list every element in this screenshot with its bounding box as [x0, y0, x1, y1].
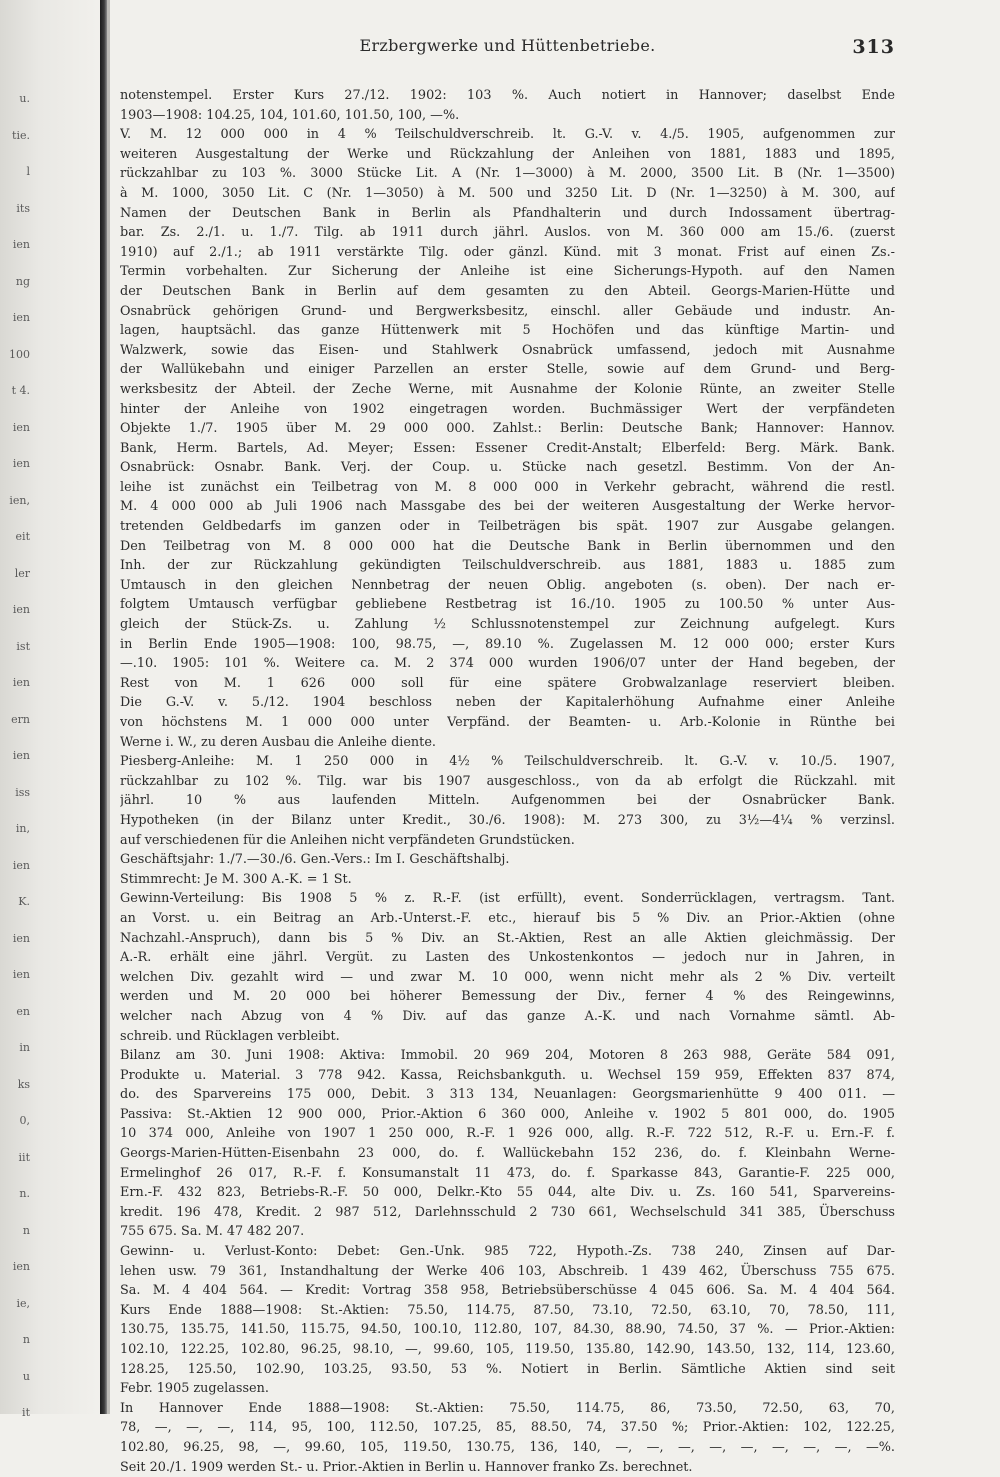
text-line: M. 4 000 000 ab Juli 1906 nach Massgabe des bei der weiteren Ausgestaltung der Werke hervor- — [120, 499, 895, 515]
text-line: jährl. 10 % aus laufenden Mitteln. Aufgenommen bei der Osnabrücker Bank. — [120, 793, 895, 809]
margin-fragment: t 4. — [11, 384, 30, 397]
text-line: Geschäftsjahr: 1./7.—30./6. Gen.-Vers.: Im I. Geschäftshalbj. — [120, 852, 510, 868]
text-line: rückzahlbar zu 103 %. 3000 Stücke Lit. A (Nr. 1—3000) à M. 2000, 3500 Lit. B (Nr. 1—3500) — [120, 166, 895, 182]
text-line: Umtausch in den gleichen Nennbetrag der neuen Oblig. angeboten (s. oben). Der nach er- — [120, 577, 895, 593]
text-line: 755 675. Sa. M. 47 482 207. — [120, 1224, 305, 1240]
margin-fragment: ien — [12, 858, 30, 872]
text-line: A.-R. erhält eine jährl. Vergüt. zu Lasten des Unkostenkontos — jedoch nur in Jahren, in — [120, 950, 895, 966]
text-line: 128.25, 125.50, 102.90, 103.25, 93.50, 53 %. Notiert in Berlin. Sämtliche Aktien sind seit — [120, 1361, 895, 1377]
text-line: V. M. 12 000 000 in 4 % Teilschuldverschreib. lt. G.-V. v. 4./5. 1905, aufgenommen zur — [120, 127, 895, 143]
margin-fragment: K. — [18, 895, 30, 908]
text-line: gleich der Stück-Zs. u. Zahlung ½ Schlussnotenstempel zur Zeichnung aufgelegt. Kurs — [120, 617, 895, 633]
margin-fragment: in — [19, 1041, 30, 1054]
margin-fragment: eit — [15, 530, 30, 543]
text-line: 102.10, 122.25, 102.80, 96.25, 98.10, —, 99.60, 105, 119.50, 135.80, 142.90, 143.50, 132, 114, 123.60, — [120, 1342, 895, 1357]
text-line: Osnabrück gehörigen Grund- und Bergwerksbesitz, einschl. aller Gebäude und industr. An- — [120, 303, 895, 319]
text-line: Stimmrecht: Je M. 300 A.-K. = 1 St. — [120, 871, 352, 887]
text-line: —.10. 1905: 101 %. Weitere ca. M. 2 374 000 wurden 1906/07 unter der Hand begeben, der — [120, 656, 895, 672]
text-line: hinter der Anleihe von 1902 eingetragen worden. Buchmässiger Wert der verpfändeten — [120, 401, 895, 417]
text-line: Rest von M. 1 626 000 soll für eine spätere Grobwalzanlage reserviert bleiben. — [120, 675, 895, 691]
text-line: do. des Sparvereins 175 000, Debit. 3 313 134, Neuanlagen: Georgsmarienhütte 9 400 011. — — [120, 1087, 895, 1103]
text-line: 1903—1908: 104.25, 104, 101.60, 101.50, 100, —%. — [120, 107, 460, 123]
text-line: Seit 20./1. 1909 werden St.- u. Prior.-Aktien in Berlin u. Hannover franko Zs. berechnet. — [120, 1459, 693, 1475]
text-line: In Hannover Ende 1888—1908: St.-Aktien: 75.50, 114.75, 86, 73.50, 72.50, 63, 70, — [120, 1400, 895, 1416]
text-line: Febr. 1905 zugelassen. — [120, 1381, 269, 1397]
margin-fragment: iss — [15, 785, 30, 799]
margin-fragment: ler — [14, 566, 30, 580]
margin-fragment: ern — [11, 712, 30, 726]
text-line: folgtem Umtausch verfügbar gebliebene Restbetrag ist 16./10. 1905 zu 100.50 % unter Aus- — [120, 597, 895, 613]
margin-fragment: ng — [15, 274, 30, 288]
text-line: 102.80, 96.25, 98, —, 99.60, 105, 119.50, 130.75, 136, 140, —, —, —, —, —, —, —, —, —%. — [120, 1439, 895, 1455]
margin-fragment: ie, — [16, 1296, 30, 1310]
text-line: Bilanz am 30. Juni 1908: Aktiva: Immobil. 20 969 204, Motoren 8 263 988, Geräte 584 091, — [120, 1048, 895, 1064]
book-gutter — [100, 0, 107, 1414]
margin-fragment: ien — [12, 676, 30, 689]
margin-fragment: ien — [12, 420, 30, 434]
text-line: der Deutschen Bank in Berlin auf dem gesamten zu den Abteil. Georgs-Marien-Hütte und — [120, 283, 895, 299]
text-line: Piesberg-Anleihe: M. 1 250 000 in 4½ % Teilschuldverschreib. lt. G.-V. v. 10./5. 1907, — [120, 754, 895, 770]
margin-fragment: ien, — [9, 493, 30, 507]
margin-fragment: ks — [17, 1077, 30, 1091]
text-line: 1910) auf 2./1.; ab 1911 verstärkte Tilg. oder gänzl. Künd. mit 3 monat. Frist auf einen Zs.- — [120, 244, 895, 260]
text-line: rückzahlbar zu 102 %. Tilg. war bis 1907 ausgeschloss., von da ab erfolgt die Rückzahl. mit — [120, 773, 895, 789]
text-line: welchen Div. gezahlt wird — und zwar M. 10 000, wenn nicht mehr als 2 % Div. verteilt — [120, 969, 895, 985]
margin-fragment: ien — [12, 749, 30, 762]
margin-fragment: ien — [12, 311, 30, 324]
margin-fragment: iit — [18, 1150, 30, 1164]
margin-fragment: its — [16, 201, 30, 215]
margin-fragment: ien — [12, 931, 30, 945]
text-line: lagen, hauptsächl. das ganze Hüttenwerk mit 5 Hochöfen und das künftige Martin- und — [120, 323, 895, 339]
text-line: Objekte 1./7. 1905 über M. 29 000 000. Zahlst.: Berlin: Deutsche Bank; Hannover: Hannov. — [120, 421, 895, 437]
margin-fragment: en — [16, 1004, 30, 1018]
margin-fragment: ien — [12, 603, 30, 616]
text-line: auf verschiedenen für die Anleihen nicht verpfändeten Grundstücken. — [120, 832, 575, 848]
text-line: Hypotheken (in der Bilanz unter Kredit., 30./6. 1908): M. 273 300, zu 3½—4¼ % verzinsl. — [120, 812, 895, 828]
text-line: 130.75, 135.75, 141.50, 115.75, 94.50, 100.10, 112.80, 107, 84.30, 88.90, 74.50, 37 %. — Prior.-Aktien: — [120, 1322, 895, 1338]
text-line: Passiva: St.-Aktien 12 900 000, Prior.-Aktion 6 360 000, Anleihe v. 1902 5 801 000, do. 1905 — [120, 1106, 895, 1122]
margin-fragment: n — [22, 1333, 30, 1346]
text-line: werden und M. 20 000 bei höherer Bemessung der Div., ferner 4 % des Reingewinns, — [120, 989, 895, 1005]
text-line: 10 374 000, Anleihe von 1907 1 250 000, R.-F. 1 926 000, allg. R.-F. 722 512, R.-F. u. Ern.-F. f. — [120, 1126, 895, 1142]
text-line: Den Teilbetrag von M. 8 000 000 hat die Deutsche Bank in Berlin übernommen und den — [120, 538, 895, 554]
text-line: tretenden Geldbedarfs im ganzen oder in Teilbeträgen bis spät. 1907 zur Ausgabe gelangen. — [120, 519, 895, 535]
margin-fragment: l — [26, 165, 30, 178]
text-line: Georgs-Marien-Hütten-Eisenbahn 23 000, do. f. Wallückebahn 152 236, do. f. Kleinbahn Werne- — [120, 1146, 895, 1162]
margin-fragment: 100 — [9, 347, 30, 361]
text-line: Osnabrück: Osnabr. Bank. Verj. der Coup. u. Stücke nach gesetzl. Bestimm. Von der An- — [120, 460, 895, 476]
text-line: in Berlin Ende 1905—1908: 100, 98.75, —, 89.10 %. Zugelassen M. 12 000 000; erster Kurs — [120, 636, 895, 652]
text-line: bar. Zs. 2./1. u. 1./7. Tilg. ab 1911 durch jährl. Auslos. von M. 360 000 am 15./6. (zuerst — [120, 225, 895, 241]
text-line: notenstempel. Erster Kurs 27./12. 1902: 103 %. Auch notiert in Hannover; daselbst Ende — [120, 88, 895, 103]
text-line: Bank, Herm. Bartels, Ad. Meyer; Essen: Essener Credit-Anstalt; Elberfeld: Berg. Märk. Bank. — [120, 440, 895, 456]
text-line: Die G.-V. v. 5./12. 1904 beschloss neben der Kapitalerhöhung Aufnahme einer Anleihe — [120, 695, 895, 711]
text-line: kredit. 196 478, Kredit. 2 987 512, Darlehnsschuld 2 730 661, Wechselschuld 341 385, Überschuss — [120, 1204, 895, 1220]
margin-fragment: n. — [19, 1187, 30, 1200]
text-line: lehen usw. 79 361, Instandhaltung der Werke 406 103, Abschreib. 1 439 462, Überschuss 755 675. — [120, 1263, 895, 1279]
margin-fragment: ien — [12, 968, 30, 981]
margin-fragment: in, — [15, 822, 30, 835]
text-line: leihe ist zunächst ein Teilbetrag von M. 8 000 000 in Verkehr gebracht, während die restl. — [120, 479, 895, 495]
margin-fragment: ien — [12, 238, 30, 251]
text-line: Inh. der zur Rückzahlung gekündigten Teilschuldverschreib. aus 1881, 1883 u. 1885 zum — [120, 558, 895, 574]
text-line: 78, —, —, —, 114, 95, 100, 112.50, 107.25, 85, 88.50, 74, 37.50 %; Prior.-Aktien: 102, 122.25, — [120, 1420, 895, 1436]
margin-fragment: ien — [12, 1260, 30, 1273]
text-line: schreib. und Rücklagen verbleibt. — [120, 1028, 340, 1044]
margin-fragment: 0, — [19, 1114, 30, 1127]
margin-fragment: ien — [12, 457, 30, 470]
text-line: Ermelinghof 26 017, R.-F. f. Konsumanstalt 11 473, do. f. Sparkasse 843, Garantie-F. 225 000, — [120, 1165, 895, 1181]
text-line: an Vorst. u. ein Beitrag an Arb.-Unterst.-F. etc., hierauf bis 5 % Div. an Prior.-Aktien (ohne — [120, 910, 895, 926]
text-line: Gewinn-Verteilung: Bis 1908 5 % z. R.-F. (ist erfüllt), event. Sonderrücklagen, vertragsm. Tant. — [120, 891, 895, 907]
book-gutter-shadow — [107, 0, 110, 1414]
margin-fragment: u — [22, 1369, 30, 1383]
text-line: welcher nach Abzug von 4 % Div. auf das ganze A.-K. und nach Vornahme sämtl. Ab- — [120, 1008, 895, 1024]
margin-fragment: u. — [19, 92, 30, 105]
text-line: Sa. M. 4 404 564. — Kredit: Vortrag 358 958, Betriebsüberschüsse 4 045 606. Sa. M. 4 404 564. — [120, 1283, 895, 1299]
text-line: der Wallükebahn und einiger Parzellen an erster Stelle, sowie auf dem Grund- und Berg- — [120, 362, 895, 378]
page-header — [120, 36, 895, 66]
text-line: Kurs Ende 1888—1908: St.-Aktien: 75.50, 114.75, 87.50, 73.10, 72.50, 63.10, 70, 78.50, 111, — [120, 1302, 895, 1318]
text-line: Termin vorbehalten. Zur Sicherung der Anleihe ist eine Sicherungs-Hypoth. auf den Namen — [120, 264, 895, 280]
margin-fragment: n — [22, 1223, 30, 1237]
text-line: Namen der Deutschen Bank in Berlin als Pfandhalterin und durch Indossament übertrag- — [120, 205, 895, 221]
text-line: Ern.-F. 432 823, Betriebs-R.-F. 50 000, Delkr.-Kto 55 044, alte Div. u. Zs. 160 541, Sparvereins- — [120, 1185, 895, 1201]
text-line: Walzwerk, sowie das Eisen- und Stahlwerk Osnabrück umfassend, jedoch mit Ausnahme — [120, 342, 895, 358]
margin-fragment: ist — [16, 639, 30, 653]
margin-fragment: tie. — [12, 128, 30, 142]
margin-fragment: it — [22, 1406, 30, 1419]
page-body — [120, 86, 895, 1477]
page-number: 313 — [852, 36, 895, 58]
text-line: Nachzahl.-Anspruch), dann bis 5 % Div. an St.-Aktien, Rest an alle Aktien gleichmässig. Der — [120, 930, 895, 946]
text-line: von höchstens M. 1 000 000 unter Verpfänd. der Beamten- u. Arb.-Kolonie in Rünthe bei — [120, 715, 895, 730]
text-line: à M. 1000, 3050 Lit. C (Nr. 1—3050) à M. 500 und 3250 Lit. D (Nr. 1—3250) à M. 300, auf — [120, 185, 895, 201]
text-line: Werne i. W., zu deren Ausbau die Anleihe diente. — [120, 734, 436, 750]
text-line: werksbesitz der Abteil. der Zeche Werne, mit Ausnahme der Kolonie Rünte, an zweiter Stelle — [120, 381, 895, 397]
running-title: Erzbergwerke und Hüttenbetriebe. — [359, 36, 656, 55]
text-line: weiteren Ausgestaltung der Werke und Rückzahlung der Anleihen von 1881, 1883 und 1895, — [120, 146, 895, 162]
text-line: Gewinn- u. Verlust-Konto: Debet: Gen.-Unk. 985 722, Hypoth.-Zs. 738 240, Zinsen auf Dar- — [120, 1244, 895, 1260]
text-line: Produkte u. Material. 3 778 942. Kassa, Reichsbankguth. u. Wechsel 159 959, Effekten 837 874, — [120, 1067, 895, 1083]
